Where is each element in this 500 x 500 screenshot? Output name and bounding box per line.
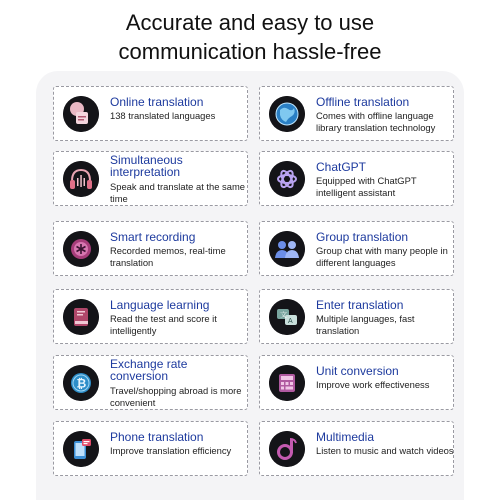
feature-card-smart-recording — [53, 221, 248, 276]
feature-desc: 138 translated languages — [110, 110, 216, 121]
feature-desc: Recorded memos, real-time translation — [110, 245, 226, 268]
headline — [0, 8, 500, 66]
feature-title: Language learning — [110, 298, 210, 312]
svg-text:₿: ₿ — [76, 376, 87, 391]
feature-card-language-learning — [53, 289, 248, 344]
feature-title: Phone translation — [110, 430, 204, 444]
unit-conversion-icon — [269, 365, 305, 401]
feature-desc: Listen to music and watch videos — [316, 445, 454, 456]
feature-title: Offline translation — [316, 95, 410, 109]
chatgpt-icon — [269, 161, 305, 197]
svg-text:A: A — [288, 318, 293, 325]
feature-desc: Group chat with many people in different languages — [316, 245, 448, 268]
feature-desc: Read the test and score it intelligently — [110, 313, 217, 336]
group-icon — [269, 231, 305, 267]
feature-title: Enter translation — [316, 298, 404, 312]
feature-card-offline-translation — [259, 86, 454, 141]
feature-title: Exchange rate conversion — [110, 357, 188, 383]
feature-card-unit-conversion — [259, 355, 454, 410]
feature-card-multimedia — [259, 421, 454, 476]
feature-title: Online translation — [110, 95, 204, 109]
feature-card-online-translation — [53, 86, 248, 141]
feature-desc: Multiple languages, fast translation — [316, 313, 415, 336]
feature-desc: Speak and translate at the same time — [110, 181, 245, 204]
feature-title: Unit conversion — [316, 364, 399, 378]
bitcoin-icon — [63, 365, 99, 401]
features-panel — [36, 71, 464, 500]
feature-card-group-translation — [259, 221, 454, 276]
feature-title: ChatGPT — [316, 160, 367, 174]
feature-desc: Comes with offline language library translation technology — [316, 110, 436, 133]
feature-title: Simultaneous interpretation — [110, 153, 183, 179]
feature-card-exchange-rate — [53, 355, 248, 410]
feature-card-chatgpt — [259, 151, 454, 206]
headphones-icon — [63, 161, 99, 197]
online-translation-icon — [63, 96, 99, 132]
phone-icon — [63, 431, 99, 467]
music-note-icon — [269, 431, 305, 467]
feature-card-phone-translation — [53, 421, 248, 476]
feature-desc: Equipped with ChatGPT intelligent assistant — [316, 175, 417, 198]
feature-desc: Travel/shopping abroad is more convenient — [110, 385, 242, 408]
feature-title: Smart recording — [110, 230, 196, 244]
feature-desc: Improve work effectiveness — [316, 379, 430, 390]
headline-line-1: Accurate and easy to use — [125, 10, 375, 35]
headline-line-2: communication hassle-free — [118, 39, 382, 64]
feature-card-enter-translation — [259, 289, 454, 344]
recording-icon — [63, 231, 99, 267]
text-input-icon — [269, 299, 305, 335]
globe-icon — [269, 96, 305, 132]
svg-text:文: 文 — [280, 312, 287, 319]
book-icon — [63, 299, 99, 335]
feature-title: Group translation — [316, 230, 409, 244]
feature-title: Multimedia — [316, 430, 375, 444]
feature-card-simultaneous-interpretation — [53, 151, 248, 206]
feature-desc: Improve translation efficiency — [110, 445, 232, 456]
